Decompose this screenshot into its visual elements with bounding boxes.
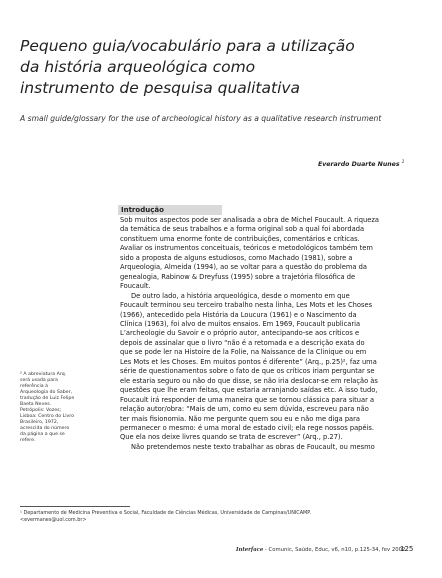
- author-footnote-marker: 1: [401, 160, 405, 165]
- page-number: 125: [400, 545, 414, 553]
- margin-note-line: referência à: [20, 384, 49, 389]
- margin-note-line: ² A abreviatura Arq.: [20, 372, 67, 377]
- margin-note-line: Lisboa: Centro do Livro: [20, 414, 75, 419]
- body-line: Clínica (1963), foi alvo de muitos ensaios. Em 1969, Foucault publicaria: [120, 319, 361, 328]
- body-line: L’archeologie du Savoir e o próprio autor, antecipando-se aos críticos e: [120, 329, 360, 338]
- body-line: permanecer o mesmo: é uma moral de estado civil; ela rege nossos papéis.: [120, 423, 375, 432]
- body-text: [120, 216, 416, 452]
- author-line: [318, 160, 405, 168]
- body-line: ele estaria seguro ou não do que disse, se não iria deslocar-se em relação às: [120, 376, 378, 385]
- body-line: De outro lado, a história arqueológica, desde o momento em que: [131, 291, 350, 300]
- margin-note-line: refere.: [20, 438, 36, 443]
- body-line: Que ela nos deixe livres quando se trata de escrever” (Arq., p.27).: [120, 433, 343, 442]
- title-line: instrumento de pesquisa qualitativa: [20, 79, 301, 97]
- margin-note-line: acrescida do número: [20, 426, 70, 431]
- footnote-line: <evermanes@uol.com.br>: [20, 517, 87, 523]
- english-subtitle: A small guide/glossary for the use of archeological history as a qualitative research instrument: [20, 114, 382, 123]
- body-line: Foucault terminou seu terceiro trabalho nesta linha, Les Mots et les Choses: [120, 301, 373, 310]
- article-title: [20, 36, 420, 99]
- title-line: da história arqueológica como: [20, 58, 256, 76]
- margin-note-line: da página a que se: [20, 432, 65, 437]
- footnote: [20, 510, 420, 524]
- body-line: (1966), antecedido pela História da Loucura (1961) e o Nascimento da: [120, 310, 357, 319]
- body-line: Sob muitos aspectos pode ser analisada a obra de Michel Foucault. A riqueza: [120, 216, 379, 224]
- body-line: constituem uma enorme fonte de contribuições, comentários e críticas.: [120, 234, 360, 243]
- body-line: série de questionamentos sobre o fato de que os críticos iriam perguntar se: [120, 367, 375, 376]
- body-line: Avaliar os instrumentos conceituais, teóricos e metodológicos também tem: [120, 244, 373, 253]
- margin-note-line: será usada para: [20, 378, 58, 383]
- body-line: relação autor/obra: “Mais de um, como eu sem dúvida, escreveu para não: [120, 405, 369, 414]
- margin-note-line: Brasileiro, 1972,: [20, 420, 59, 425]
- title-line: Pequeno guia/vocabulário para a utilização: [20, 37, 355, 55]
- body-line: Arqueologia, Almeida (1994), ao se voltar para a questão do problema da: [120, 263, 367, 272]
- body-line: Foucault.: [120, 282, 151, 291]
- body-line: sido a proposta de alguns estudiosos, como Machado (1981), sobre a: [120, 253, 353, 262]
- margin-note-line: Petrópolis: Vozes;: [20, 408, 62, 413]
- author-name: Everardo Duarte Nunes: [318, 161, 400, 169]
- body-line: depois de assinalar que o livro “não é a retomada e a descrição exata do: [120, 338, 365, 347]
- margin-note: [20, 372, 106, 444]
- journal-brand: Interface: [236, 547, 264, 553]
- body-line: Foucault irá responder de uma maneira que se tornou clássica para situar a: [120, 395, 375, 404]
- body-line: ter mais fisionomia. Não me pergunte quem sou eu e não me diga para: [120, 414, 361, 423]
- body-line: Não pretendemos neste texto trabalhar as obras de Foucault, ou mesmo: [131, 442, 375, 451]
- section-heading: Introdução: [121, 206, 164, 214]
- margin-note-line: Arqueologia do Saber,: [20, 390, 73, 395]
- footnote-line: ¹ Departamento de Medicina Preventiva e Social, Faculdade de Ciências Médicas, Universidade de Campinas/UNICAMP.: [20, 510, 312, 516]
- margin-note-line: tradução de Luiz Felipe: [20, 396, 75, 401]
- journal-citation: [236, 547, 405, 553]
- body-line: que se pode ler na Histoire de la Folie, na Naissance de la Clinique ou em: [120, 348, 367, 357]
- footnote-divider: [20, 506, 130, 507]
- body-line: da temática de seus trabalhos e a forma original sob a qual foi abordada: [120, 225, 365, 234]
- journal-citation-text: - Comunic, Saúde, Educ, v6, n10, p.125-34, fev 2002: [263, 547, 406, 553]
- body-line: questões que lhe eram feitas, que estaria arranjando saídas etc. A isso tudo,: [120, 386, 378, 395]
- body-line: Les Mots et les Choses. Em muitos pontos é diferente” (Arq., p.25)², faz uma: [120, 357, 377, 366]
- body-line: genealogia, Rabinow & Dreyfuss (1995) sobre a trajetória filosófica de: [120, 272, 356, 281]
- margin-note-line: Baeta Neves.: [20, 402, 52, 407]
